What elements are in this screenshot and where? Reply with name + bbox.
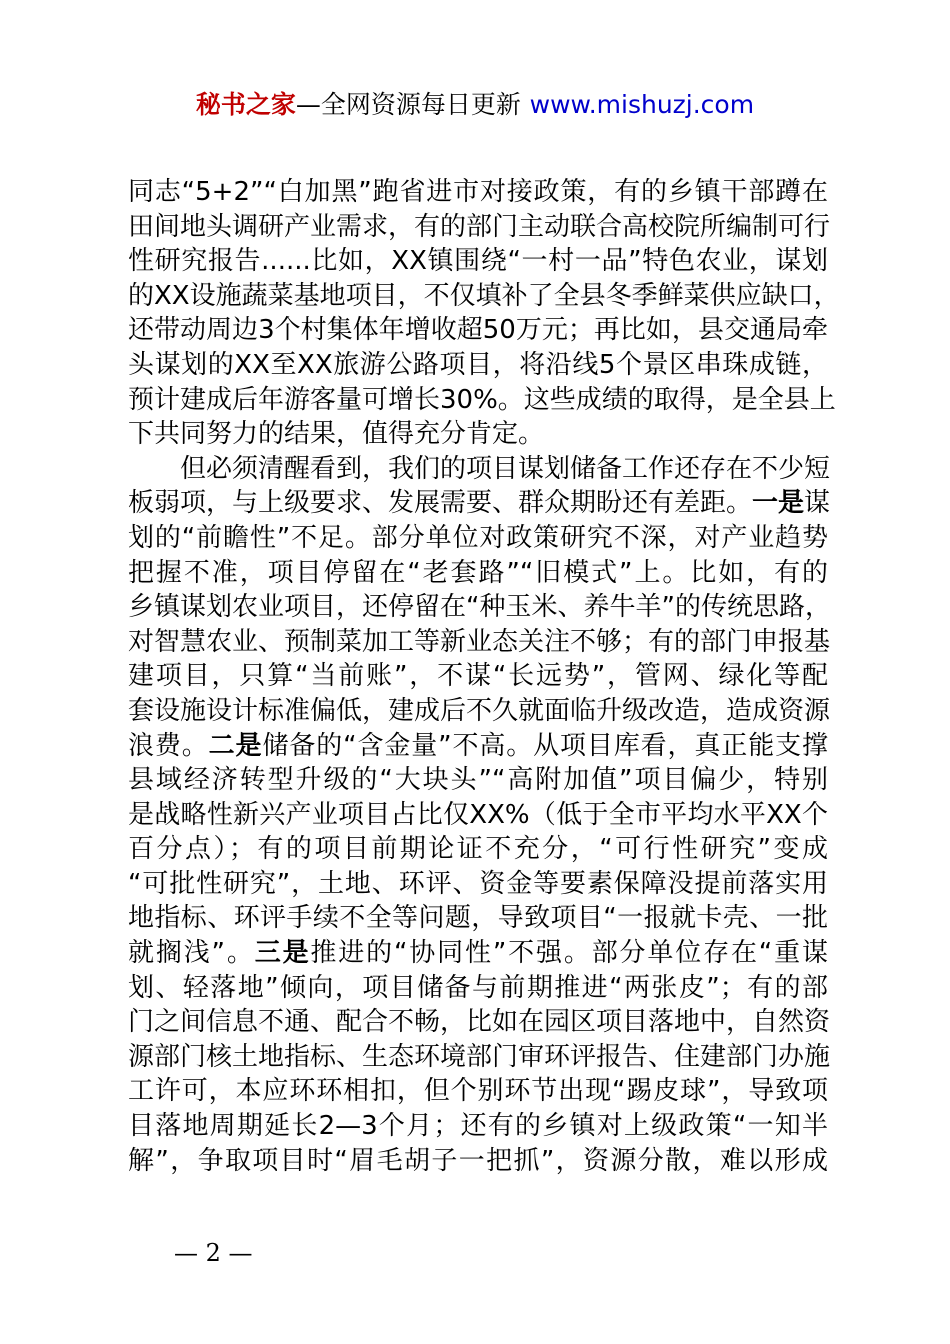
text-line: 源部门核土地指标、生态环境部门审环评报告、住建部门办施 bbox=[128, 1041, 831, 1072]
text-line: 同志“5+2”“白加黑”跑省进市对接政策，有的乡镇干部蹲在 bbox=[128, 177, 828, 207]
text-fragment: 推进的“协同性”不强。部分单位存在“重谋 bbox=[310, 938, 828, 969]
bold-lead-first: 一是 bbox=[752, 488, 805, 519]
text-line: “可批性研究”，土地、环评、资金等要素保障没提前落实用 bbox=[128, 868, 828, 899]
text-line: 下共同努力的结果，值得充分肯定。 bbox=[128, 419, 545, 450]
text-line: 解”，争取项目时“眉毛胡子一把抓”，资源分散，难以形成 bbox=[128, 1145, 828, 1176]
text-line: 工许可，本应环环相扣，但个别环节出现“踢皮球”，导致项 bbox=[128, 1076, 828, 1107]
text-fragment: 就搁浅”。 bbox=[128, 938, 255, 969]
paragraph-start-line: 但必须清醒看到，我们的项目谋划储备工作还存在不少短 bbox=[180, 453, 831, 484]
text-line: 套设施设计标准偏低，建成后不久就面临升级改造，造成资源 bbox=[128, 695, 831, 726]
text-line: 百分点）；有的项目前期论证不充分，“可行性研究”变成 bbox=[128, 834, 828, 865]
banner-slogan: 全网资源每日更新 bbox=[320, 90, 521, 119]
text-line bbox=[128, 486, 831, 521]
text-line: 是战略性新兴产业项目占比仅XX%（低于全市平均水平XX个 bbox=[128, 799, 828, 830]
banner-separator: — bbox=[295, 90, 321, 119]
text-line bbox=[128, 936, 828, 971]
text-line: 门之间信息不通、配合不畅，比如在园区项目落地中，自然资 bbox=[128, 1007, 831, 1038]
bold-lead-third: 三是 bbox=[254, 938, 311, 969]
brand-name: 秘书之家 bbox=[195, 90, 296, 119]
text-line: 建项目，只算“当前账”，不谋“长远势”，管网、绿化等配 bbox=[128, 661, 828, 692]
text-line: 性研究报告......比如，XX镇围绕“一村一品”特色农业，谋划 bbox=[128, 246, 828, 277]
text-line: 预计建成后年游客量可增长30%。这些成绩的取得，是全县上 bbox=[128, 384, 836, 415]
text-line: 划、轻落地”倾向，项目储备与前期推进“两张皮”；有的部 bbox=[128, 972, 828, 1003]
text-line: 的XX设施蔬菜基地项目，不仅填补了全县冬季鲜菜供应缺口， bbox=[128, 280, 840, 311]
site-banner bbox=[0, 88, 950, 122]
text-line: 把握不准，项目停留在“老套路”“旧模式”上。比如，有的 bbox=[128, 557, 828, 588]
text-fragment: 储备的“含金量”不高。从项目库看，真正能支撑 bbox=[262, 730, 828, 761]
text-line: 对智慧农业、预制菜加工等新业态关注不够；有的部门申报基 bbox=[128, 626, 831, 657]
site-url-link[interactable]: www.mishuzj.com bbox=[529, 90, 755, 119]
text-line: 还带动周边3个村集体年增收超50万元；再比如，县交通局牵 bbox=[128, 315, 828, 346]
bold-lead-second: 二是 bbox=[208, 730, 263, 761]
text-fragment: 浪费。 bbox=[128, 730, 209, 761]
text-fragment: 板弱项，与上级要求、发展需要、群众期盼还有差距。 bbox=[128, 488, 753, 519]
text-line: 地指标、环评手续不全等问题，导致项目“一报就卡壳、一批 bbox=[128, 903, 828, 934]
text-line: 头谋划的XX至XX旅游公路项目，将沿线5个景区串珠成链， bbox=[128, 349, 828, 380]
text-line: 田间地头调研产业需求，有的部门主动联合高校院所编制可行 bbox=[128, 211, 831, 242]
text-line: 县域经济转型升级的“大块头”“高附加值”项目偏少，特别 bbox=[128, 765, 828, 796]
document-body bbox=[128, 175, 840, 1178]
text-line: 乡镇谋划农业项目，还停留在“种玉米、养牛羊”的传统思路， bbox=[128, 592, 831, 623]
text-line: 目落地周期延长2—3个月；还有的乡镇对上级政策“一知半 bbox=[128, 1111, 828, 1142]
text-fragment: 谋 bbox=[804, 488, 831, 519]
text-line: 划的“前瞻性”不足。部分单位对政策研究不深，对产业趋势 bbox=[128, 522, 828, 553]
text-line bbox=[128, 729, 828, 764]
page-number: — 2 — bbox=[174, 1239, 253, 1267]
